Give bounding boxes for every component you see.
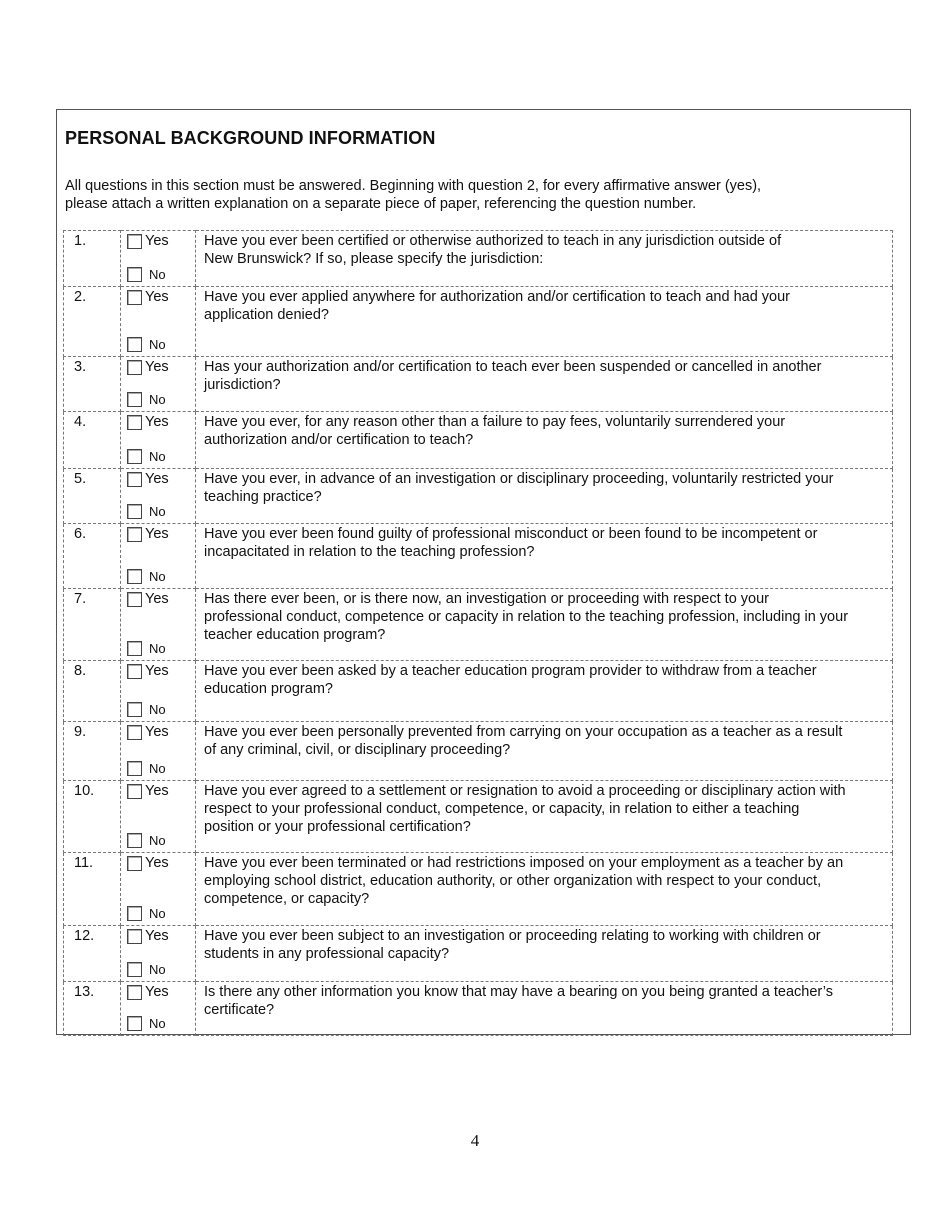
yes-no-options — [121, 982, 196, 1036]
yes-option[interactable] — [127, 984, 169, 1000]
yes-checkbox[interactable] — [127, 527, 142, 542]
question-row — [64, 412, 893, 469]
yes-option[interactable] — [127, 414, 169, 430]
question-number: 7. — [64, 589, 121, 661]
question-text-line: Have you ever been personally prevented from carrying on your occupation as a teacher as a result — [204, 724, 843, 740]
no-label: No — [149, 761, 166, 776]
yes-label: Yes — [145, 783, 169, 799]
no-option[interactable] — [127, 337, 166, 352]
question-text-line: Has your authorization and/or certification to teach ever been suspended or cancelled in another — [204, 359, 822, 375]
yes-label: Yes — [145, 414, 169, 430]
no-option[interactable] — [127, 641, 166, 656]
yes-option[interactable] — [127, 233, 169, 249]
question-number: 4. — [64, 412, 121, 469]
no-option[interactable] — [127, 906, 166, 921]
yes-checkbox[interactable] — [127, 290, 142, 305]
no-option[interactable] — [127, 504, 166, 519]
question-row — [64, 231, 893, 287]
yes-option[interactable] — [127, 471, 169, 487]
question-row — [64, 357, 893, 412]
no-checkbox[interactable] — [127, 337, 142, 352]
question-row — [64, 287, 893, 357]
no-option[interactable] — [127, 569, 166, 584]
yes-label: Yes — [145, 724, 169, 740]
no-label: No — [149, 1016, 166, 1031]
question-text-line: Have you ever been subject to an investigation or proceeding relating to working with children or — [204, 928, 821, 944]
question-text-line: professional conduct, competence or capacity in relation to the teaching profession, including in your — [204, 609, 849, 625]
question-text — [196, 926, 893, 982]
no-label: No — [149, 833, 166, 848]
no-checkbox[interactable] — [127, 449, 142, 464]
yes-label: Yes — [145, 591, 169, 607]
no-checkbox[interactable] — [127, 569, 142, 584]
no-checkbox[interactable] — [127, 962, 142, 977]
questions-table — [63, 230, 893, 1036]
no-label: No — [149, 962, 166, 977]
no-label: No — [149, 267, 166, 282]
no-label: No — [149, 337, 166, 352]
section-instructions — [65, 177, 865, 213]
yes-option[interactable] — [127, 663, 169, 679]
no-checkbox[interactable] — [127, 504, 142, 519]
no-checkbox[interactable] — [127, 906, 142, 921]
question-text-line: incapacitated in relation to the teaching profession? — [204, 544, 535, 560]
question-number: 5. — [64, 469, 121, 524]
question-number: 10. — [64, 781, 121, 853]
question-text-line: teaching practice? — [204, 489, 322, 505]
question-text-line: Have you ever been found guilty of professional misconduct or been found to be incompetent or — [204, 526, 818, 542]
section-title: PERSONAL BACKGROUND INFORMATION — [65, 128, 436, 148]
yes-no-options — [121, 287, 196, 357]
instructions-line-2: please attach a written explanation on a separate piece of paper, referencing the question number. — [65, 196, 697, 212]
yes-no-options — [121, 589, 196, 661]
question-text — [196, 231, 893, 287]
no-label: No — [149, 504, 166, 519]
question-text-line: Have you ever, for any reason other than a failure to pay fees, voluntarily surrendered your — [204, 414, 786, 430]
yes-label: Yes — [145, 289, 169, 305]
question-number: 1. — [64, 231, 121, 287]
no-option[interactable] — [127, 962, 166, 977]
question-text-line: Have you ever been certified or otherwise authorized to teach in any jurisdiction outside of — [204, 233, 782, 249]
yes-label: Yes — [145, 984, 169, 1000]
yes-label: Yes — [145, 663, 169, 679]
yes-option[interactable] — [127, 526, 169, 542]
question-text-line: position or your professional certification? — [204, 819, 471, 835]
question-text-line: of any criminal, civil, or disciplinary proceeding? — [204, 742, 511, 758]
yes-no-options — [121, 853, 196, 926]
yes-label: Yes — [145, 471, 169, 487]
yes-option[interactable] — [127, 724, 169, 740]
question-text — [196, 853, 893, 926]
question-text — [196, 287, 893, 357]
no-option[interactable] — [127, 392, 166, 407]
yes-label: Yes — [145, 928, 169, 944]
yes-no-options — [121, 722, 196, 781]
yes-option[interactable] — [127, 289, 169, 305]
yes-checkbox[interactable] — [127, 234, 142, 249]
yes-checkbox[interactable] — [127, 725, 142, 740]
yes-label: Yes — [145, 359, 169, 375]
question-text-line: authorization and/or certification to teach? — [204, 432, 474, 448]
yes-no-options — [121, 781, 196, 853]
yes-checkbox[interactable] — [127, 472, 142, 487]
question-row — [64, 722, 893, 781]
yes-no-options — [121, 926, 196, 982]
yes-option[interactable] — [127, 591, 169, 607]
yes-no-options — [121, 357, 196, 412]
question-row — [64, 589, 893, 661]
yes-checkbox[interactable] — [127, 360, 142, 375]
yes-no-options — [121, 412, 196, 469]
yes-checkbox[interactable] — [127, 929, 142, 944]
yes-no-options — [121, 524, 196, 589]
question-text-line: Have you ever, in advance of an investigation or disciplinary proceeding, voluntarily restricted your — [204, 471, 834, 487]
yes-checkbox[interactable] — [127, 856, 142, 871]
question-number: 6. — [64, 524, 121, 589]
yes-option[interactable] — [127, 783, 169, 799]
no-checkbox[interactable] — [127, 833, 142, 848]
question-text-line: employing school district, education authority, or other organization with respect to your conduct, — [204, 873, 822, 889]
question-row — [64, 781, 893, 853]
yes-no-options — [121, 469, 196, 524]
question-number: 3. — [64, 357, 121, 412]
no-option[interactable] — [127, 267, 166, 282]
yes-checkbox[interactable] — [127, 415, 142, 430]
question-text-line: Have you ever been terminated or had restrictions imposed on your employment as a teacher by an — [204, 855, 844, 871]
no-checkbox[interactable] — [127, 761, 142, 776]
no-option[interactable] — [127, 833, 166, 848]
question-text-line: competence, or capacity? — [204, 891, 370, 907]
no-option[interactable] — [127, 449, 166, 464]
yes-option[interactable] — [127, 855, 169, 871]
no-label: No — [149, 569, 166, 584]
no-option[interactable] — [127, 761, 166, 776]
question-text — [196, 357, 893, 412]
no-checkbox[interactable] — [127, 1016, 142, 1031]
no-checkbox[interactable] — [127, 702, 142, 717]
yes-no-options — [121, 661, 196, 722]
question-text-line: Have you ever been asked by a teacher education program provider to withdraw from a teacher — [204, 663, 817, 679]
question-text-line: respect to your professional conduct, competence, or capacity, in relation to either a teaching — [204, 801, 800, 817]
yes-no-options — [121, 231, 196, 287]
question-text — [196, 589, 893, 661]
question-row — [64, 524, 893, 589]
question-text-line: Have you ever agreed to a settlement or resignation to avoid a proceeding or disciplinary action with — [204, 783, 846, 799]
question-text — [196, 722, 893, 781]
question-text-line: students in any professional capacity? — [204, 946, 450, 962]
yes-label: Yes — [145, 855, 169, 871]
question-number: 9. — [64, 722, 121, 781]
question-number: 12. — [64, 926, 121, 982]
no-checkbox[interactable] — [127, 392, 142, 407]
no-label: No — [149, 392, 166, 407]
question-text — [196, 469, 893, 524]
yes-label: Yes — [145, 526, 169, 542]
question-text-line: application denied? — [204, 307, 329, 323]
question-text-line: Have you ever applied anywhere for authorization and/or certification to teach and had your — [204, 289, 790, 305]
no-label: No — [149, 702, 166, 717]
question-text — [196, 412, 893, 469]
question-text-line: jurisdiction? — [204, 377, 281, 393]
no-option[interactable] — [127, 702, 166, 717]
no-label: No — [149, 449, 166, 464]
yes-checkbox[interactable] — [127, 664, 142, 679]
question-text — [196, 661, 893, 722]
question-number: 8. — [64, 661, 121, 722]
instructions-line-1: All questions in this section must be answered. Beginning with question 2, for every affirmative answer (yes), — [65, 178, 762, 194]
no-label: No — [149, 906, 166, 921]
question-number: 11. — [64, 853, 121, 926]
question-text-line: certificate? — [204, 1002, 275, 1018]
question-row — [64, 926, 893, 982]
question-number: 13. — [64, 982, 121, 1036]
yes-checkbox[interactable] — [127, 985, 142, 1000]
question-text — [196, 982, 893, 1036]
question-text-line: education program? — [204, 681, 333, 697]
question-row — [64, 661, 893, 722]
question-row — [64, 853, 893, 926]
question-text — [196, 781, 893, 853]
question-text-line: New Brunswick? If so, please specify the jurisdiction: — [204, 251, 544, 267]
yes-checkbox[interactable] — [127, 592, 142, 607]
question-row — [64, 469, 893, 524]
page-number: 4 — [470, 1131, 480, 1150]
question-text-line: teacher education program? — [204, 627, 386, 643]
question-text-line: Has there ever been, or is there now, an investigation or proceeding with respect to your — [204, 591, 770, 607]
yes-option[interactable] — [127, 359, 169, 375]
yes-checkbox[interactable] — [127, 784, 142, 799]
no-checkbox[interactable] — [127, 267, 142, 282]
question-text — [196, 524, 893, 589]
no-checkbox[interactable] — [127, 641, 142, 656]
no-label: No — [149, 641, 166, 656]
question-row — [64, 982, 893, 1036]
yes-option[interactable] — [127, 928, 169, 944]
question-number: 2. — [64, 287, 121, 357]
yes-label: Yes — [145, 233, 169, 249]
no-option[interactable] — [127, 1016, 166, 1031]
question-text-line: Is there any other information you know that may have a bearing on you being granted a teacher’s — [204, 984, 833, 1000]
